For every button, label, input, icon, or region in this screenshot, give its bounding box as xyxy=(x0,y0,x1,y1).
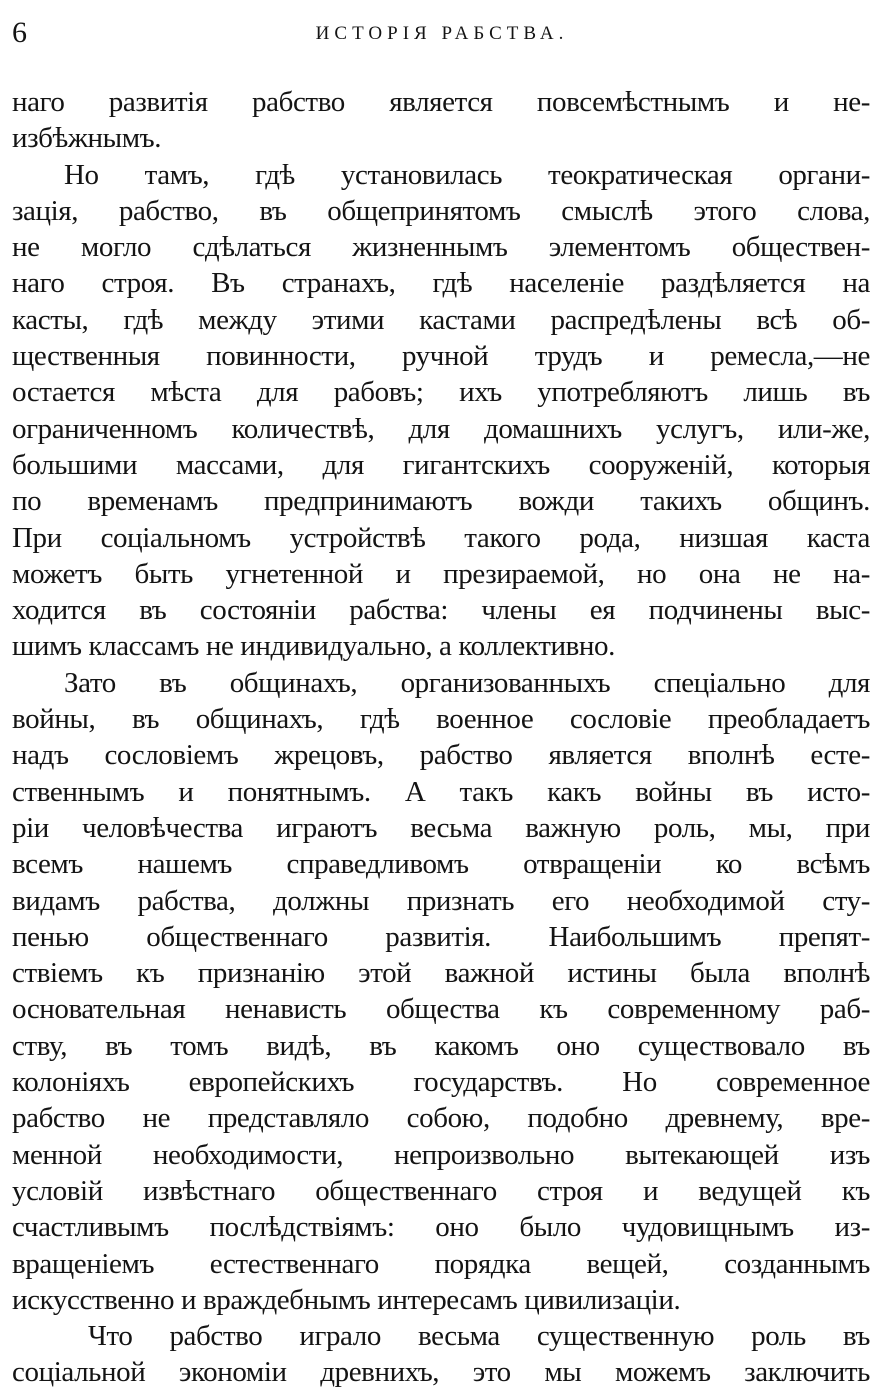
body-text xyxy=(12,84,870,1391)
text-line: ограниченномъ количествѣ, для домашнихъ услугъ, или-же, xyxy=(12,412,870,445)
text-line: надъ сословіемъ жрецовъ, рабство является вполнѣ есте- xyxy=(12,739,870,772)
text-line: основательная ненависть общества къ современному раб- xyxy=(12,993,870,1026)
running-header xyxy=(12,16,872,50)
text-line: ству, въ томъ видѣ, въ какомъ оно существовало въ xyxy=(12,1029,870,1062)
text-line: При соціальномъ устройствѣ такого рода, низшая каста xyxy=(12,521,870,554)
text-line: шимъ классамъ не индивидуально, а коллективно. xyxy=(12,630,615,663)
text-line: не могло сдѣлаться жизненнымъ элементомъ обществен- xyxy=(12,231,870,264)
text-line: условій извѣстнаго общественнаго строя и ведущей къ xyxy=(12,1174,870,1207)
text-line: рабство не представляло собою, подобно древнему, вре- xyxy=(12,1102,870,1135)
text-line: ходится въ состояніи рабства: члены ея подчинены выс- xyxy=(12,594,870,627)
text-line: всемъ нашемъ справедливомъ отвращеніи ко всѣмъ xyxy=(12,848,870,881)
text-line: избѣжнымъ. xyxy=(12,122,162,155)
paragraph-start-line: Что рабство играло весьма существенную роль въ xyxy=(88,1320,870,1353)
text-line: большими массами, для гигантскихъ сооруженій, которыя xyxy=(12,448,870,481)
text-line: касты, гдѣ между этими кастами распредѣлены всѣ об- xyxy=(12,303,870,336)
text-line: ствіемъ къ признанію этой важной истины была вполнѣ xyxy=(12,957,870,990)
text-line: менной необходимости, непроизвольно вытекающей изъ xyxy=(12,1138,870,1171)
text-line: пенью общественнаго развитія. Наибольшимъ препят- xyxy=(12,920,870,953)
text-line: счастливымъ послѣдствіямъ: оно было чудовищнымъ из- xyxy=(12,1211,870,1244)
text-line: колоніяхъ европейскихъ государствъ. Но современное xyxy=(12,1066,870,1099)
text-line: наго развитія рабство является повсемѣстнымъ и не- xyxy=(12,86,870,118)
paragraph-start-line: Но тамъ, гдѣ установилась теократическая органи- xyxy=(64,158,870,191)
text-line: щественныя повинности, ручной трудъ и ремесла,—не xyxy=(12,340,870,373)
text-line: зація, рабство, въ общепринятомъ смыслѣ этого слова, xyxy=(12,194,870,227)
text-line: остается мѣста для рабовъ; ихъ употребляютъ лишь въ xyxy=(12,376,870,409)
text-line: войны, въ общинахъ, гдѣ военное сословіе преобладаетъ xyxy=(12,703,870,736)
text-line: наго строя. Въ странахъ, гдѣ населеніе раздѣляется на xyxy=(12,267,870,300)
paragraph-start-line: Зато въ общинахъ, организованныхъ спеціально для xyxy=(64,666,870,699)
text-line: искусственно и враждебнымъ интересамъ цивилизаціи. xyxy=(12,1283,681,1316)
text-line: можетъ быть угнетенной и презираемой, но она не на- xyxy=(12,557,870,590)
running-title: ИСТОРІЯ РАБСТВА. xyxy=(315,23,569,44)
text-line: вращеніемъ естественнаго порядка вещей, созданнымъ xyxy=(12,1247,870,1280)
page-number: 6 xyxy=(12,16,27,49)
text-line: соціальной экономіи древнихъ, это мы можемъ заключить xyxy=(12,1356,870,1389)
text-line: видамъ рабства, должны признать его необходимой сту- xyxy=(12,884,870,917)
text-line: ріи человѣчества играютъ весьма важную роль, мы, при xyxy=(12,811,870,844)
text-line: ственнымъ и понятнымъ. А такъ какъ войны въ исто- xyxy=(12,775,870,808)
text-line: по временамъ предпринимаютъ вожди такихъ общинъ. xyxy=(12,485,870,518)
